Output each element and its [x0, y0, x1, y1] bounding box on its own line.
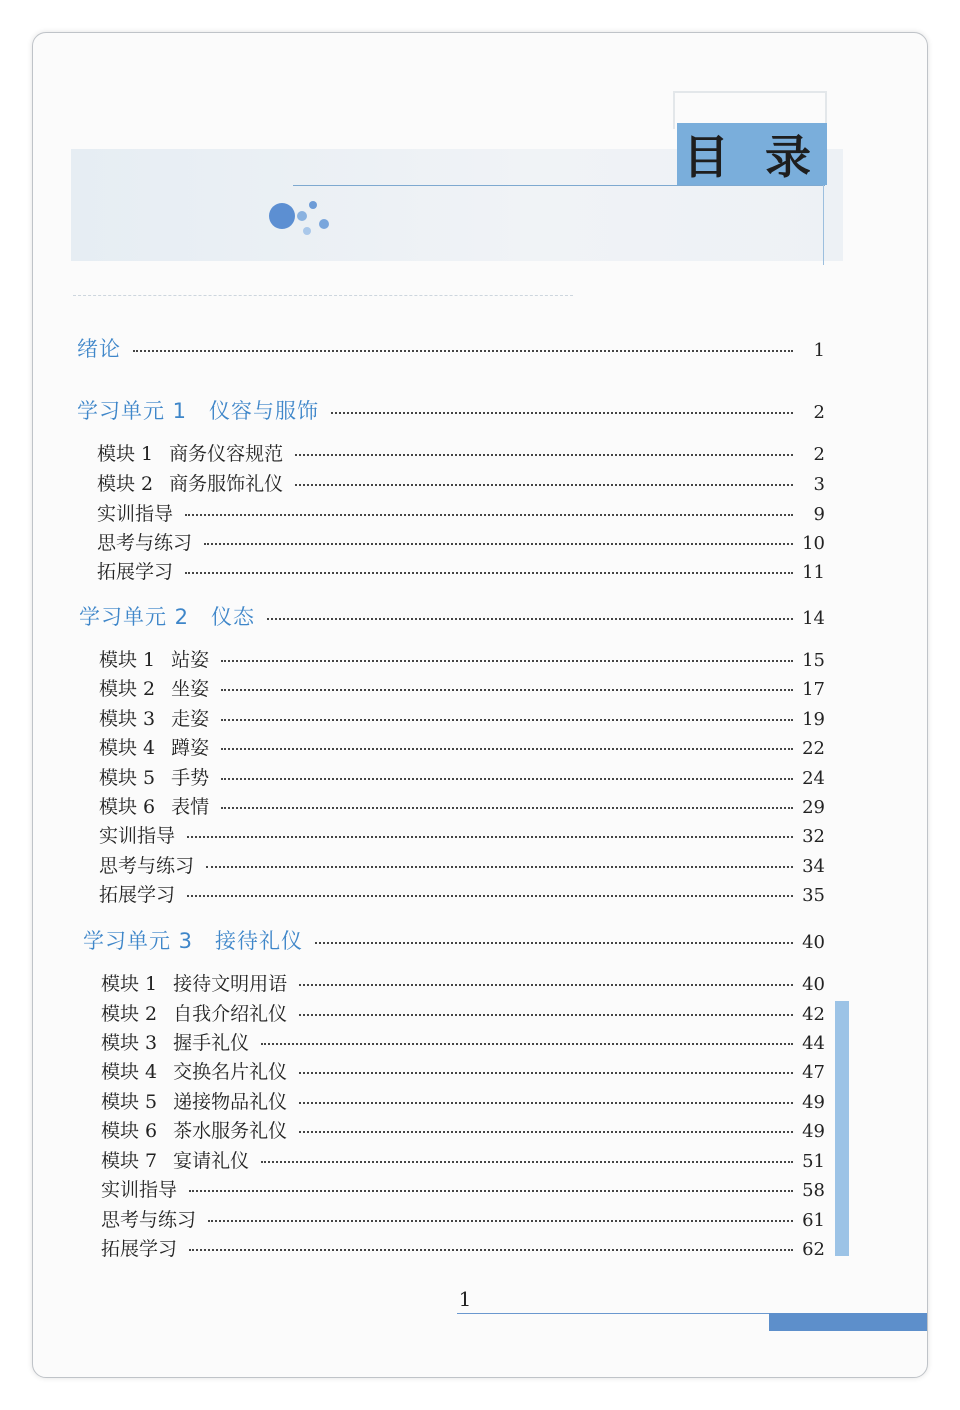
toc-entry-label [97, 439, 287, 466]
toc-entry-label [97, 469, 287, 496]
toc-section-entry[interactable] [97, 499, 825, 526]
toc-page-number: 32 [802, 826, 825, 847]
toc-entry-title: 接待文明用语 [173, 973, 288, 995]
toc-page-number: 17 [802, 679, 825, 700]
toc-leader-dots [185, 572, 793, 574]
toc-leader-dots [187, 895, 793, 897]
toc-entry-label [99, 674, 213, 701]
toc-leader-dots [189, 1190, 793, 1192]
decorative-dot [303, 227, 311, 235]
toc-entry-unit: 拓展学习 [101, 1238, 178, 1260]
toc-entry-unit: 模块 1 [99, 649, 156, 671]
toc-entry-unit: 学习单元 1 [77, 399, 188, 423]
toc-leader-dots [299, 1131, 793, 1133]
toc-leader-dots [267, 618, 793, 620]
toc-entry-label [101, 1234, 181, 1261]
toc-leader-dots [221, 807, 793, 809]
toc-page-number: 24 [802, 768, 825, 789]
toc-entry-label [99, 704, 213, 731]
toc-section-entry[interactable] [101, 1205, 825, 1232]
toc-section-entry[interactable] [99, 763, 825, 790]
toc-leader-dots [295, 454, 793, 456]
toc-page-number: 22 [802, 738, 825, 759]
toc-section-entry[interactable] [99, 704, 825, 731]
toc-entry-unit: 模块 5 [99, 767, 156, 789]
toc-leader-dots [133, 350, 793, 352]
toc-entry-label [97, 528, 196, 555]
toc-section-entry[interactable] [101, 1028, 825, 1055]
toc-section-entry[interactable] [99, 880, 825, 907]
toc-entry-unit: 学习单元 2 [79, 605, 190, 629]
toc-section-entry[interactable] [97, 528, 825, 555]
toc-page-number: 35 [802, 885, 825, 906]
toc-page-number: 2 [813, 444, 825, 465]
toc-entry-unit: 模块 5 [101, 1091, 158, 1113]
toc-section-entry[interactable] [99, 792, 825, 819]
toc-section-entry[interactable] [99, 821, 825, 848]
toc-entry-unit: 拓展学习 [97, 561, 174, 583]
toc-leader-dots [221, 778, 793, 780]
toc-section-entry[interactable] [99, 851, 825, 878]
toc-entry-unit: 实训指导 [101, 1179, 178, 1201]
header-dashed-rule [73, 295, 573, 296]
toc-chapter-entry[interactable] [83, 925, 825, 955]
toc-page-number: 2 [813, 402, 825, 423]
toc-section-entry[interactable] [101, 1234, 825, 1261]
toc-entry-title: 商务仪容规范 [169, 443, 284, 465]
toc-leader-dots [185, 514, 793, 516]
toc-entry-label [101, 1175, 181, 1202]
toc-entry-label [101, 1205, 200, 1232]
toc-section-entry[interactable] [97, 557, 825, 584]
toc-section-entry[interactable] [101, 1175, 825, 1202]
toc-page-number: 3 [813, 474, 825, 495]
toc-leader-dots [315, 942, 793, 944]
toc-entry-label [101, 1087, 291, 1114]
toc-leader-dots [221, 689, 793, 691]
toc-page-number: 44 [802, 1033, 825, 1054]
toc-entry-title: 自我介绍礼仪 [173, 1003, 288, 1025]
toc-chapter-entry[interactable] [77, 333, 825, 363]
toc-page-number: 11 [802, 562, 825, 583]
toc-entry-label [101, 1146, 253, 1173]
toc-entry-label [99, 792, 213, 819]
toc-page-number: 51 [802, 1151, 825, 1172]
decorative-dot [269, 203, 295, 229]
toc-entry-label [99, 733, 213, 760]
toc-entry-label [99, 851, 198, 878]
toc-entry-unit: 模块 3 [99, 708, 156, 730]
toc-leader-dots [295, 484, 793, 486]
toc-section-entry[interactable] [101, 1116, 825, 1143]
toc-page-number: 9 [813, 504, 825, 525]
toc-leader-dots [221, 660, 793, 662]
toc-chapter-entry[interactable] [79, 601, 825, 631]
toc-section-entry[interactable] [97, 469, 825, 496]
toc-entry-unit: 实训指导 [99, 825, 176, 847]
toc-entry-unit: 思考与练习 [99, 855, 195, 877]
toc-entry-label [101, 1028, 253, 1055]
toc-entry-unit: 模块 1 [101, 973, 158, 995]
toc-entry-unit: 模块 4 [101, 1061, 158, 1083]
toc-leader-dots [299, 1102, 793, 1104]
toc-entry-unit: 模块 6 [99, 796, 156, 818]
toc-page-number: 1 [813, 340, 825, 361]
toc-leader-dots [299, 984, 793, 986]
toc-chapter-entry[interactable] [77, 395, 825, 425]
toc-entry-title: 递接物品礼仪 [173, 1091, 288, 1113]
toc-section-entry[interactable] [101, 1057, 825, 1084]
toc-entry-title: 仪态 [211, 605, 256, 629]
toc-page-number: 34 [802, 856, 825, 877]
toc-section-entry[interactable] [99, 645, 825, 672]
toc-entry-label [99, 880, 179, 907]
toc-entry-label [79, 601, 259, 631]
toc-section-entry[interactable] [101, 1146, 825, 1173]
footer-rule [457, 1313, 769, 1314]
toc-leader-dots [299, 1014, 793, 1016]
toc-entry-label [99, 821, 179, 848]
toc-entry-title: 宴请礼仪 [173, 1150, 250, 1172]
side-accent-bar [835, 1001, 849, 1256]
toc-entry-title: 坐姿 [171, 678, 210, 700]
toc-page-number: 10 [802, 533, 825, 554]
toc-entry-label [97, 557, 177, 584]
toc-leader-dots [261, 1161, 793, 1163]
toc-section-entry[interactable] [97, 439, 825, 466]
toc-leader-dots [221, 748, 793, 750]
toc-entry-label [99, 763, 213, 790]
toc-leader-dots [187, 836, 793, 838]
toc-entry-title: 接待礼仪 [215, 929, 304, 953]
toc-entry-unit: 绪论 [77, 337, 121, 361]
toc-leader-dots [261, 1043, 793, 1045]
toc-leader-dots [221, 719, 793, 721]
toc-leader-dots [204, 543, 793, 545]
toc-entry-unit: 模块 4 [99, 737, 156, 759]
toc-page-number: 47 [802, 1062, 825, 1083]
toc-leader-dots [208, 1220, 793, 1222]
toc-entry-label [101, 1057, 291, 1084]
book-page [32, 32, 928, 1378]
toc-entry-title: 仪容与服饰 [209, 399, 320, 423]
toc-entry-label [101, 999, 291, 1026]
toc-entry-title: 茶水服务礼仪 [173, 1120, 288, 1142]
toc-entry-unit: 模块 6 [101, 1120, 158, 1142]
toc-section-entry[interactable] [99, 733, 825, 760]
toc-entry-unit: 学习单元 3 [83, 929, 194, 953]
toc-entry-title: 交换名片礼仪 [173, 1061, 288, 1083]
toc-entry-unit: 模块 1 [97, 443, 154, 465]
toc-entry-label [83, 925, 307, 955]
toc-entry-title: 手势 [171, 767, 210, 789]
toc-entry-unit: 模块 3 [101, 1032, 158, 1054]
toc-page-number: 49 [802, 1092, 825, 1113]
toc-entry-label [77, 395, 323, 425]
toc-page-number: 40 [802, 932, 825, 953]
toc-page-number: 49 [802, 1121, 825, 1142]
toc-page-number: 40 [802, 974, 825, 995]
toc-entry-title: 站姿 [171, 649, 210, 671]
page-title: 目 录 [677, 123, 827, 185]
decorative-dot [309, 201, 317, 209]
toc-page-number: 14 [802, 608, 825, 629]
toc-entry-title: 商务服饰礼仪 [169, 473, 284, 495]
toc-leader-dots [189, 1249, 793, 1251]
toc-leader-dots [299, 1072, 793, 1074]
toc-entry-title: 走姿 [171, 708, 210, 730]
toc-page-number: 15 [802, 650, 825, 671]
toc-section-entry[interactable] [101, 1087, 825, 1114]
toc-entry-unit: 拓展学习 [99, 884, 176, 906]
toc-page-number: 62 [802, 1239, 825, 1260]
decorative-dot [319, 219, 329, 229]
toc-entry-unit: 思考与练习 [101, 1209, 197, 1231]
toc-entry-title: 蹲姿 [171, 737, 210, 759]
toc-entry-title: 握手礼仪 [173, 1032, 250, 1054]
toc-entry-unit: 模块 7 [101, 1150, 158, 1172]
toc-entry-unit: 模块 2 [101, 1003, 158, 1025]
toc-page-number: 61 [802, 1210, 825, 1231]
toc-entry-label [101, 969, 291, 996]
toc-entry-unit: 模块 2 [97, 473, 154, 495]
toc-page-number: 58 [802, 1180, 825, 1201]
toc-leader-dots [206, 866, 793, 868]
toc-entry-label [99, 645, 213, 672]
toc-entry-unit: 实训指导 [97, 503, 174, 525]
toc-page-number: 42 [802, 1004, 825, 1025]
toc-entry-title: 表情 [171, 796, 210, 818]
toc-section-entry[interactable] [99, 674, 825, 701]
page-number: 1 [458, 1287, 472, 1311]
toc-page-number: 19 [802, 709, 825, 730]
toc-leader-dots [331, 412, 793, 414]
toc-section-entry[interactable] [101, 969, 825, 996]
header-vertical-rule [823, 185, 824, 265]
toc-section-entry[interactable] [101, 999, 825, 1026]
toc-entry-unit: 思考与练习 [97, 532, 193, 554]
decorative-dot [297, 211, 307, 221]
toc-entry-label [101, 1116, 291, 1143]
toc-page-number: 29 [802, 797, 825, 818]
toc-entry-label [97, 499, 177, 526]
header-rule [293, 185, 825, 186]
toc-entry-unit: 模块 2 [99, 678, 156, 700]
footer-accent-bar [769, 1313, 927, 1331]
toc-entry-label [77, 333, 125, 363]
